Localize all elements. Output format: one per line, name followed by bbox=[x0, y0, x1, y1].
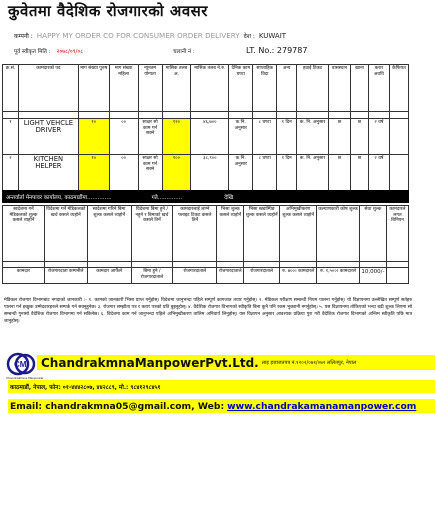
country-value: KUWAIT bbox=[258, 32, 287, 40]
cell-female: ०० bbox=[109, 119, 138, 155]
approval-date: २०७८/०९/०८ bbox=[56, 49, 84, 55]
website-link[interactable]: www.chandrakamanamanpower.com bbox=[227, 400, 417, 412]
cost-cell: रोजगारदाता कम्पनीले bbox=[44, 268, 87, 284]
cell-term: २ वर्ष bbox=[368, 119, 389, 155]
header-cell: भिसा शुल्क कसले व्यहोर्ने bbox=[217, 206, 244, 262]
cell-remarks bbox=[389, 155, 408, 193]
header-cell: माग संख्या महिला bbox=[109, 65, 138, 112]
header-cell: भिसा स्ट्याम्पिङ शुल्क कसले व्यहोर्ने bbox=[244, 206, 280, 262]
interview-banner bbox=[2, 190, 409, 203]
approval-line bbox=[14, 47, 195, 55]
company-name-bar bbox=[37, 355, 435, 370]
cell-food: छ bbox=[351, 119, 369, 155]
company-label: कम्पनी : bbox=[14, 33, 33, 40]
cell-weekly: १ दिन bbox=[277, 155, 297, 193]
header-cell: स्वदेशमा गर्ने मेडिकलको शुल्क कसले व्यहोर्ने bbox=[3, 206, 45, 262]
cost-cell: रोजगारदाताले bbox=[217, 268, 244, 284]
header-cell: क्र.सं. bbox=[3, 65, 19, 112]
cost-table bbox=[2, 205, 409, 284]
header-cell: दैनिक काम घण्टा bbox=[229, 65, 253, 112]
approval-label: पूर्व स्वीकृत मिति : bbox=[14, 49, 51, 55]
cell-food: छ bbox=[351, 155, 369, 193]
cell-accommodation: छ bbox=[329, 155, 351, 193]
cell-female: ०० bbox=[109, 155, 138, 193]
header-cell: माग संख्या पुरुष bbox=[78, 65, 109, 112]
banner-text-2: गते.............. bbox=[151, 194, 183, 201]
cell-position: KITCHEN HELPER bbox=[18, 155, 78, 193]
cost-cell: रोजगारदाताले bbox=[173, 268, 217, 284]
cell-weekly: १ दिन bbox=[277, 119, 297, 155]
cell-remarks bbox=[389, 119, 408, 155]
logo-text: CM bbox=[14, 360, 27, 369]
cell-qualification: साक्षर सो काम गर्न सक्ने bbox=[138, 119, 162, 155]
header-cell: सेवा शुल्क bbox=[359, 206, 386, 262]
cost-cell: बिमा हुने / रोजगारदाताले bbox=[131, 268, 173, 284]
header-cell: करार अवधि bbox=[368, 65, 389, 112]
company-line bbox=[14, 31, 286, 40]
cell-other: क.नि. अनुसार bbox=[229, 119, 253, 155]
header-cell: कैफियत bbox=[389, 65, 408, 112]
header-cell: कल्याणकारी कोष शुल्क bbox=[317, 206, 360, 262]
banner-text-3: देखि bbox=[224, 194, 234, 201]
cost-cell: कामदार आफैंले bbox=[87, 268, 131, 284]
company-logo bbox=[6, 352, 36, 378]
cell-sn: २ bbox=[3, 155, 19, 193]
notice-text: मेडिकल रोजगार विभागबाट नगदाको जानकारी :- १. कामको जानकारी भिसा प्राप्त गर्नुहोस्। विदेशमा जानुभन्दा पहिले सम्पूर्ण कागजात तयार गर्नुहोस्। २. मेडिकल परीक्षण सम्बन्धी नियम पालना गर्नुहोस्। यो विज्ञापनमा उल्लेखित सम्पूर्ण सर्तहरु पालना गर्न इच्छुक उम्मेदवारहरुले सम्पर्क गर्न सक्नुहुनेछ। ३. रोजगार सम्झौता पत्र र करार पत्रको प्रति बुझ्नुहोस्। ४. वैदेशिक रोजगार विभागको स्वीकृति बिना कुनै पनि रकम भुक्तानी नगर्नुहोस्। ५. यस विज्ञापनमा तोकिएको भन्दा बढी शुल्क लिएमा सो सम्बन्धी गुनासो वैदेशिक रोजगार विभागमा गर्न सकिनेछ। ६. विदेशमा काम गर्न जानुभन्दा पहिले अभिमुखीकरण तालिम अनिवार्य लिनुहोस्। यस विज्ञापन अनुसार आवश्यक प्रक्रिया पुरा गरी वैदेशिक रोजगार विभागको अन्तिम स्वीकृति पछि मात्र जानुहोस्। bbox=[4, 298, 412, 325]
header-cell: विदेशमा गर्ने मेडिकलको खर्च कसले व्यहोर्ने bbox=[44, 206, 87, 262]
table-row bbox=[3, 119, 409, 155]
page-title: कुवेतमा वैदेशिक रोजगारको अवसर bbox=[8, 2, 208, 20]
table-row bbox=[3, 155, 409, 193]
header-cell: मासिक तलब ने.रु. bbox=[191, 65, 229, 112]
cell-salary-npr: ४६,७०० bbox=[191, 119, 229, 155]
cost-value-row bbox=[3, 268, 409, 284]
header-cell: कामदारले लगत बिनियन bbox=[386, 206, 408, 262]
header-cell: न्यूनतम योग्यता bbox=[138, 65, 162, 112]
logo-caption: Chandrakmna Manpower bbox=[6, 376, 44, 380]
header-cell: स्वदेशमा गरिने बिमा शुल्क कसले व्यहोर्ने bbox=[87, 206, 131, 262]
header-cell: मासिक तलब अ. bbox=[162, 65, 191, 112]
cost-cell: 10,000/- bbox=[359, 268, 386, 284]
cell-salary-fc: १२० bbox=[162, 119, 191, 155]
header-cell: अन्य bbox=[277, 65, 297, 112]
email-label: Email: bbox=[10, 400, 43, 412]
cell-salary-fc: १०० bbox=[162, 155, 191, 193]
company-address: काठमाडौं, नेपाल, फोन: ०१-४४४२८०७, ४४२८८९, मो.: ९८४१२९८४५१ bbox=[8, 380, 435, 393]
company-value: HAPPY MY ORDER CO FOR CONSUMER ORDER DELIVERY bbox=[36, 31, 240, 40]
jobs-header-row bbox=[3, 65, 409, 112]
cell-ticket: क. नि. अनुसार bbox=[297, 155, 329, 193]
cell-sn: १ bbox=[3, 119, 19, 155]
cell-male: १० bbox=[78, 155, 109, 193]
cell-ticket: क. नि. अनुसार bbox=[297, 119, 329, 155]
header-cell: विदेशमा बिमा हुने / नहुने र बिमाको खर्च कसले तिर्ने bbox=[131, 206, 173, 262]
web-label: Web: bbox=[197, 400, 225, 412]
cost-cell: रु. १,५००। कामदारले bbox=[317, 268, 360, 284]
header-cell: खाना bbox=[351, 65, 369, 112]
jobs-table bbox=[2, 64, 409, 193]
cost-cell: कामदार bbox=[3, 268, 45, 284]
header-cell: कामदारलाई लाग्ने फ्लाइट टिकट कसले तिर्ने bbox=[173, 206, 217, 262]
cost-cell: रु. ७००। कामदारले bbox=[280, 268, 317, 284]
chalani-label: चलानी नं : bbox=[173, 49, 195, 55]
cell-hours: ८ घण्टा bbox=[253, 119, 277, 155]
spacer-row bbox=[3, 112, 409, 119]
cell-salary-npr: ३८,९०० bbox=[191, 155, 229, 193]
header-cell: हवाई टिकट bbox=[297, 65, 329, 112]
cell-male: १० bbox=[78, 119, 109, 155]
country-label: देश : bbox=[243, 33, 255, 40]
header-cell: अभिमुखीकरण शुल्क कसले व्यहोर्ने bbox=[280, 206, 317, 262]
cell-qualification: साक्षर सो काम गर्न सक्ने bbox=[138, 155, 162, 193]
cost-cell bbox=[386, 268, 408, 284]
cost-header-row bbox=[3, 206, 409, 262]
cell-term: २ वर्ष bbox=[368, 155, 389, 193]
cell-other: क.नि. अनुसार bbox=[229, 155, 253, 193]
cost-cell: रोजगारदाताले bbox=[244, 268, 280, 284]
cell-hours: ८ घण्टा bbox=[253, 155, 277, 193]
cell-position: LIGHT VEHCLE DRIVER bbox=[18, 119, 78, 155]
email-link[interactable]: chandrakmna05@gmail.com, bbox=[45, 400, 195, 412]
company-registration: लाइ इजाजतपत्र नं.१२०२/०७१/०७२ ललितपुर, नेपाल bbox=[261, 359, 357, 366]
lt-number: LT. No.: 279787 bbox=[246, 46, 308, 55]
cell-accommodation: छ bbox=[329, 119, 351, 155]
banner-text-1: अन्तर्वार्ता मेनपावर कार्यालय, काठमाडौंमा.............. bbox=[6, 194, 112, 201]
company-name: ChandrakmnaManpowerPvt.Ltd. bbox=[41, 355, 259, 370]
header-cell: कामदारको पद bbox=[18, 65, 78, 112]
contact-bar bbox=[8, 399, 435, 413]
header-cell: वासस्थान bbox=[329, 65, 351, 112]
header-cell: साप्ताहिक विदा bbox=[253, 65, 277, 112]
